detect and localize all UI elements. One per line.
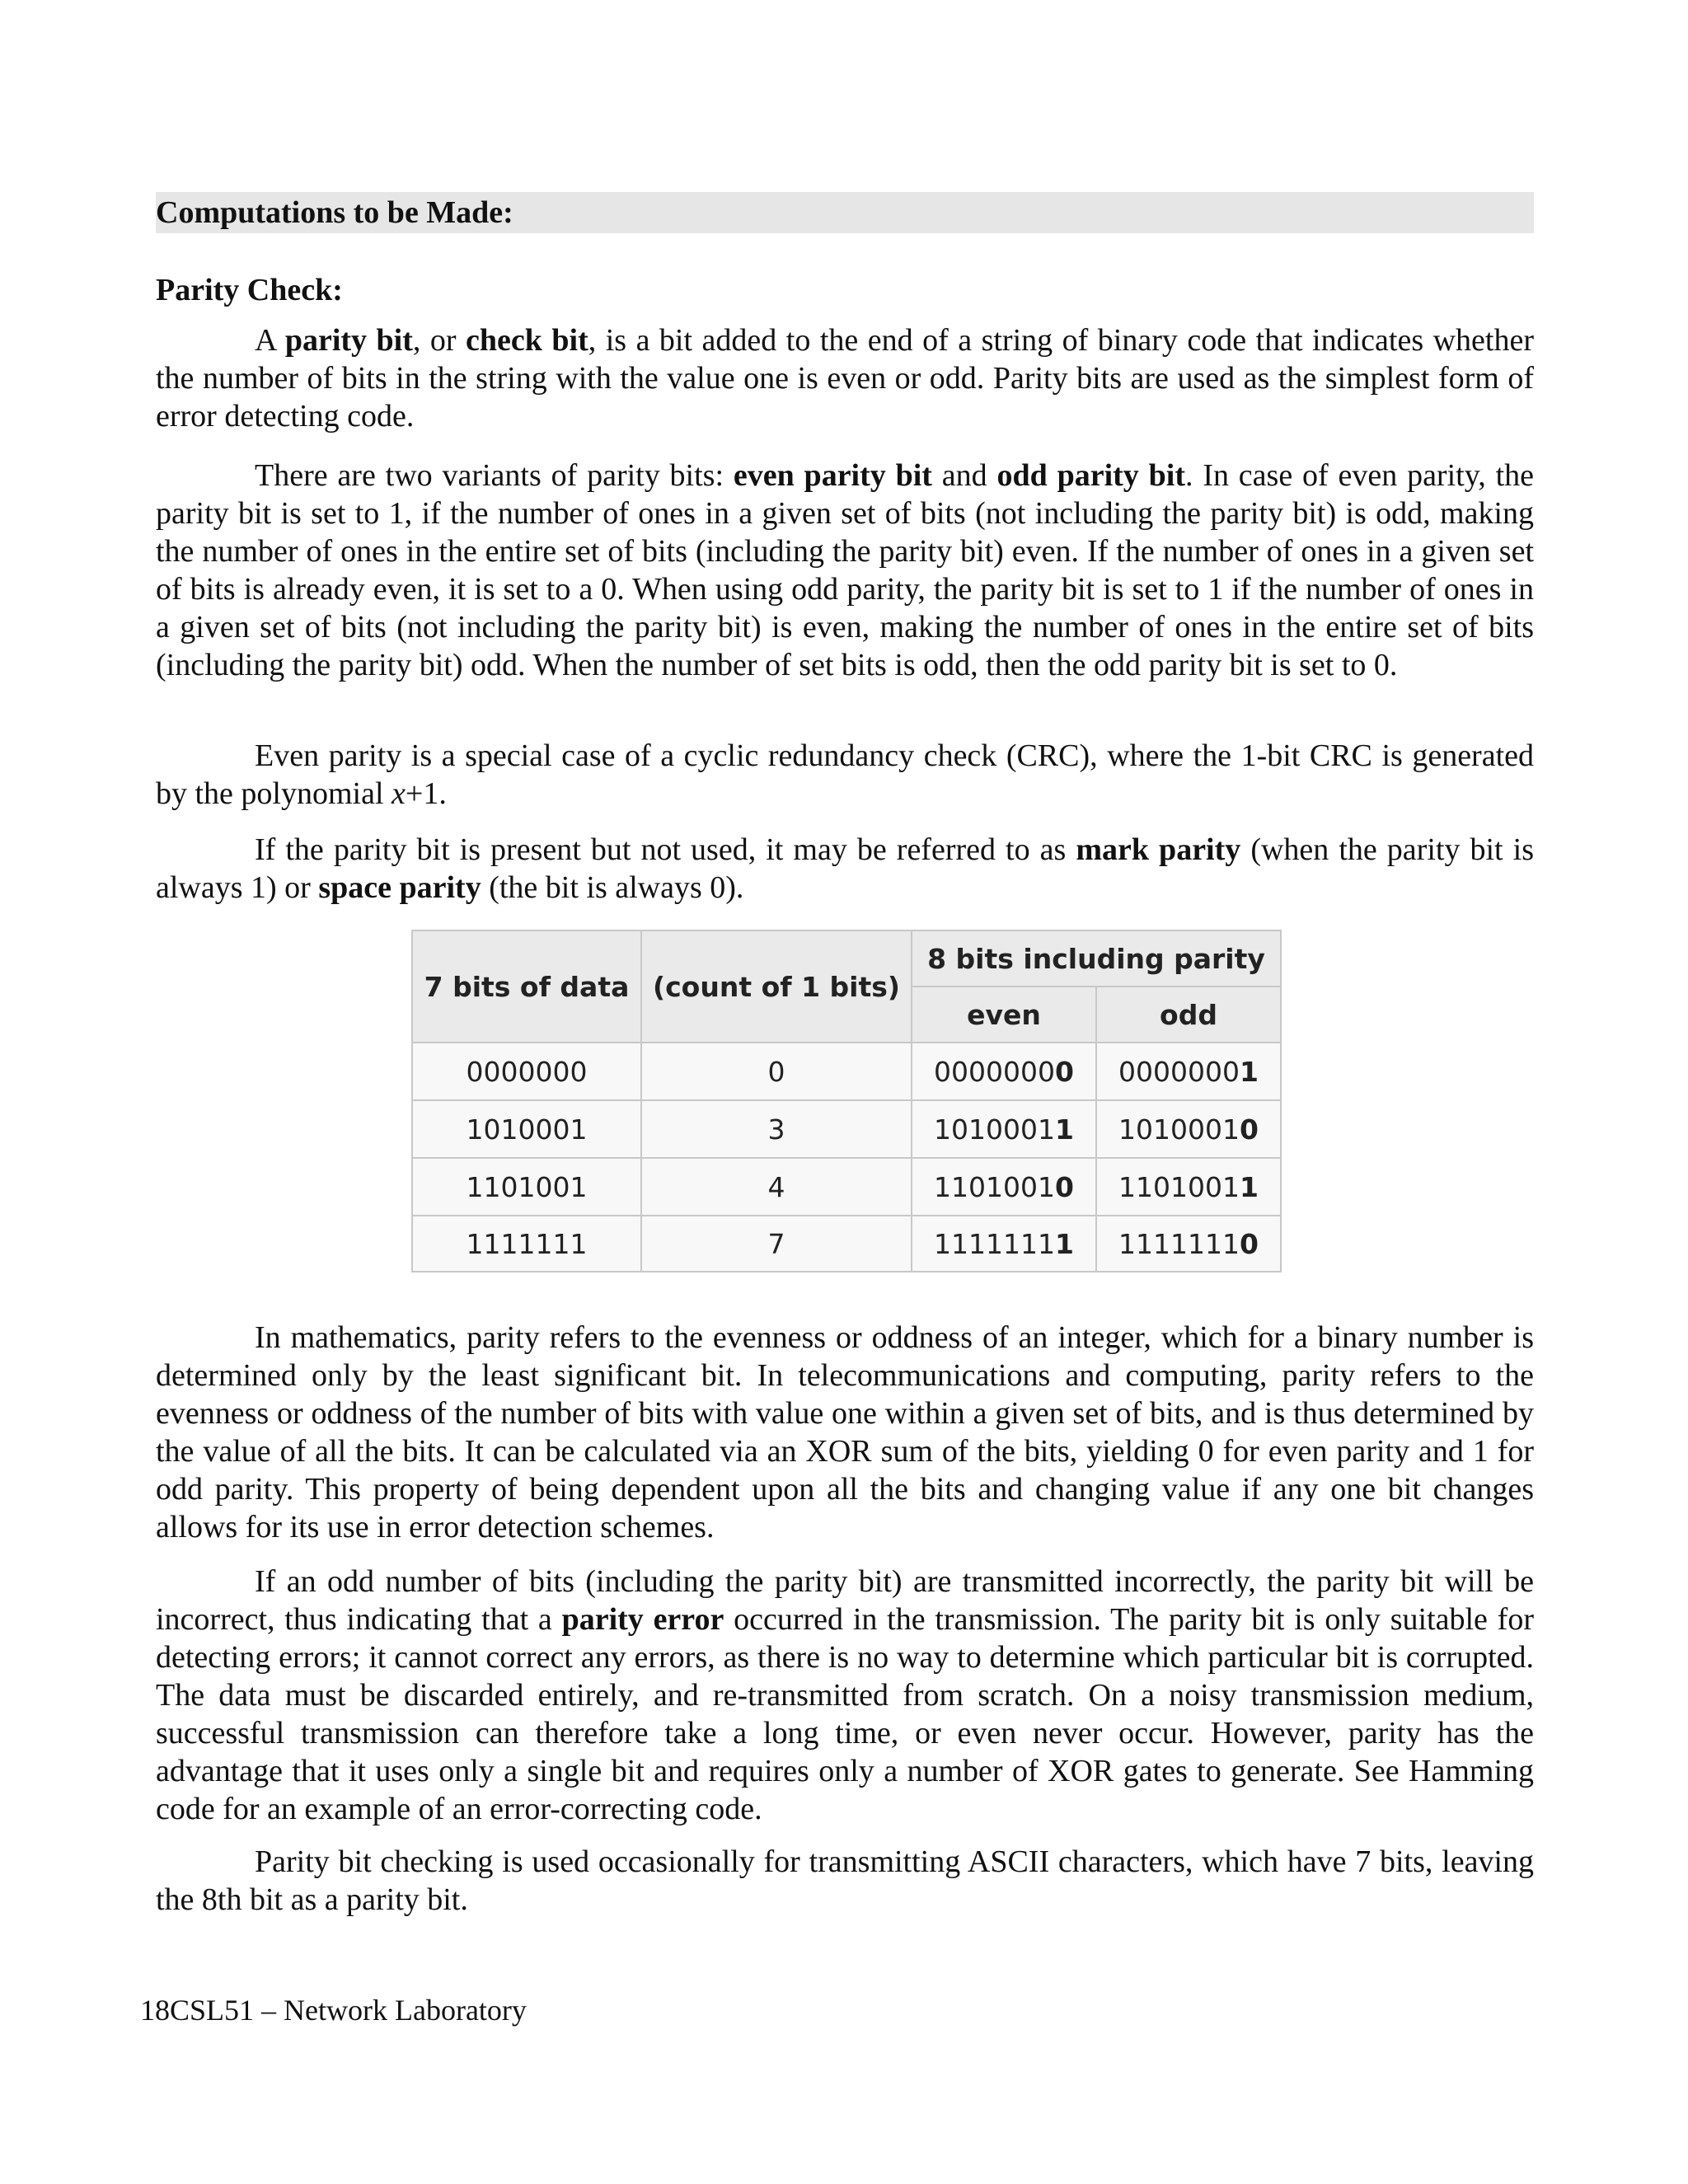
cell-odd: 00000001 xyxy=(1096,1043,1281,1100)
paragraph-ascii-parity: Parity bit checking is used occasionally for transmitting ASCII characters, which have 7 bits, leaving the 8th bit as a parity bit. xyxy=(156,1844,1534,1917)
table-row xyxy=(412,1158,1281,1216)
paragraph-mathematics-parity: In mathematics, parity refers to the evenness or oddness of an integer, which for a binary number is determined only by the least significant bit. In telecommunications and computing, parity refers to the evenness or oddness of the number of bits with value one within a given set of bits, and is thus determined by the value of all the bits. It can be calculated via an XOR sum of the bits, yielding 0 for even parity and 1 for odd parity. This property of being dependent upon all the bits and changing value if any one bit changes allows for its use in error detection schemes. xyxy=(156,1320,1534,1544)
header-8-bits-including-parity: 8 bits including parity xyxy=(912,930,1281,987)
cell-data: 1111111 xyxy=(412,1216,641,1272)
header-7-bits-of-data: 7 bits of data xyxy=(412,930,641,1043)
cell-even: 11010010 xyxy=(912,1158,1096,1216)
cell-count: 4 xyxy=(641,1158,912,1216)
paragraph-parity-error: If an odd number of bits (including the parity bit) are transmitted incorrectly, the parity bit will be incorrect, thus indicating that a parity error occurred in the transmission. The parity bit is only suitable for detecting errors; it cannot correct any errors, as there is no way to determine which particular bit is corrupted. The data must be discarded entirely, and re-transmitted from scratch. On a noisy transmission medium, successful transmission can therefore take a long time, or even never occur. However, parity has the advantage that it uses only a single bit and requires only a number of XOR gates to generate. See Hamming code for an example of an error-correcting code. xyxy=(156,1564,1534,1826)
paragraph-parity-variants: There are two variants of parity bits: even parity bit and odd parity bit. In case of even parity, the parity bit is set to 1, if the number of ones in a given set of bits (not including the parity bit) is odd, making the number of ones in the entire set of bits (including the parity bit) even. If the number of ones in a given set of bits is already even, it is set to a 0. When using odd parity, the parity bit is set to 1 if the number of ones in a given set of bits (not including the parity bit) is even, making the number of ones in the entire set of bits (including the parity bit) odd. When the number of set bits is odd, then the odd parity bit is set to 0. xyxy=(156,458,1534,682)
subsection-title: Parity Check: xyxy=(156,273,343,307)
paragraph-mark-space-parity: If the parity bit is present but not used, it may be referred to as mark parity (when the parity bit is always 1) or space parity (the bit is always 0). xyxy=(156,832,1534,905)
parity-table xyxy=(411,930,1282,1272)
table-row xyxy=(412,1216,1281,1272)
table-row xyxy=(412,1043,1281,1100)
cell-data: 1010001 xyxy=(412,1100,641,1158)
section-title: Computations to be Made: xyxy=(156,195,513,230)
cell-even: 11111111 xyxy=(912,1216,1096,1272)
cell-odd: 10100010 xyxy=(1096,1100,1281,1158)
cell-count: 7 xyxy=(641,1216,912,1272)
cell-odd: 11111110 xyxy=(1096,1216,1281,1272)
cell-data: 1101001 xyxy=(412,1158,641,1216)
cell-even: 00000000 xyxy=(912,1043,1096,1100)
header-count-of-1-bits: (count of 1 bits) xyxy=(641,930,912,1043)
header-even: even xyxy=(912,987,1096,1043)
paragraph-crc: Even parity is a special case of a cyclic redundancy check (CRC), where the 1-bit CRC is generated by the polynomial x+1. xyxy=(156,738,1534,811)
paragraph-parity-definition: A parity bit, or check bit, is a bit added to the end of a string of binary code that indicates whether the number of bits in the string with the value one is even or odd. Parity bits are used as the simplest form of error detecting code. xyxy=(156,323,1534,434)
cell-count: 0 xyxy=(641,1043,912,1100)
cell-count: 3 xyxy=(641,1100,912,1158)
page-footer: 18CSL51 – Network Laboratory xyxy=(140,1994,527,2027)
cell-even: 10100011 xyxy=(912,1100,1096,1158)
cell-data: 0000000 xyxy=(412,1043,641,1100)
header-odd: odd xyxy=(1096,987,1281,1043)
cell-odd: 11010011 xyxy=(1096,1158,1281,1216)
table-row xyxy=(412,1100,1281,1158)
